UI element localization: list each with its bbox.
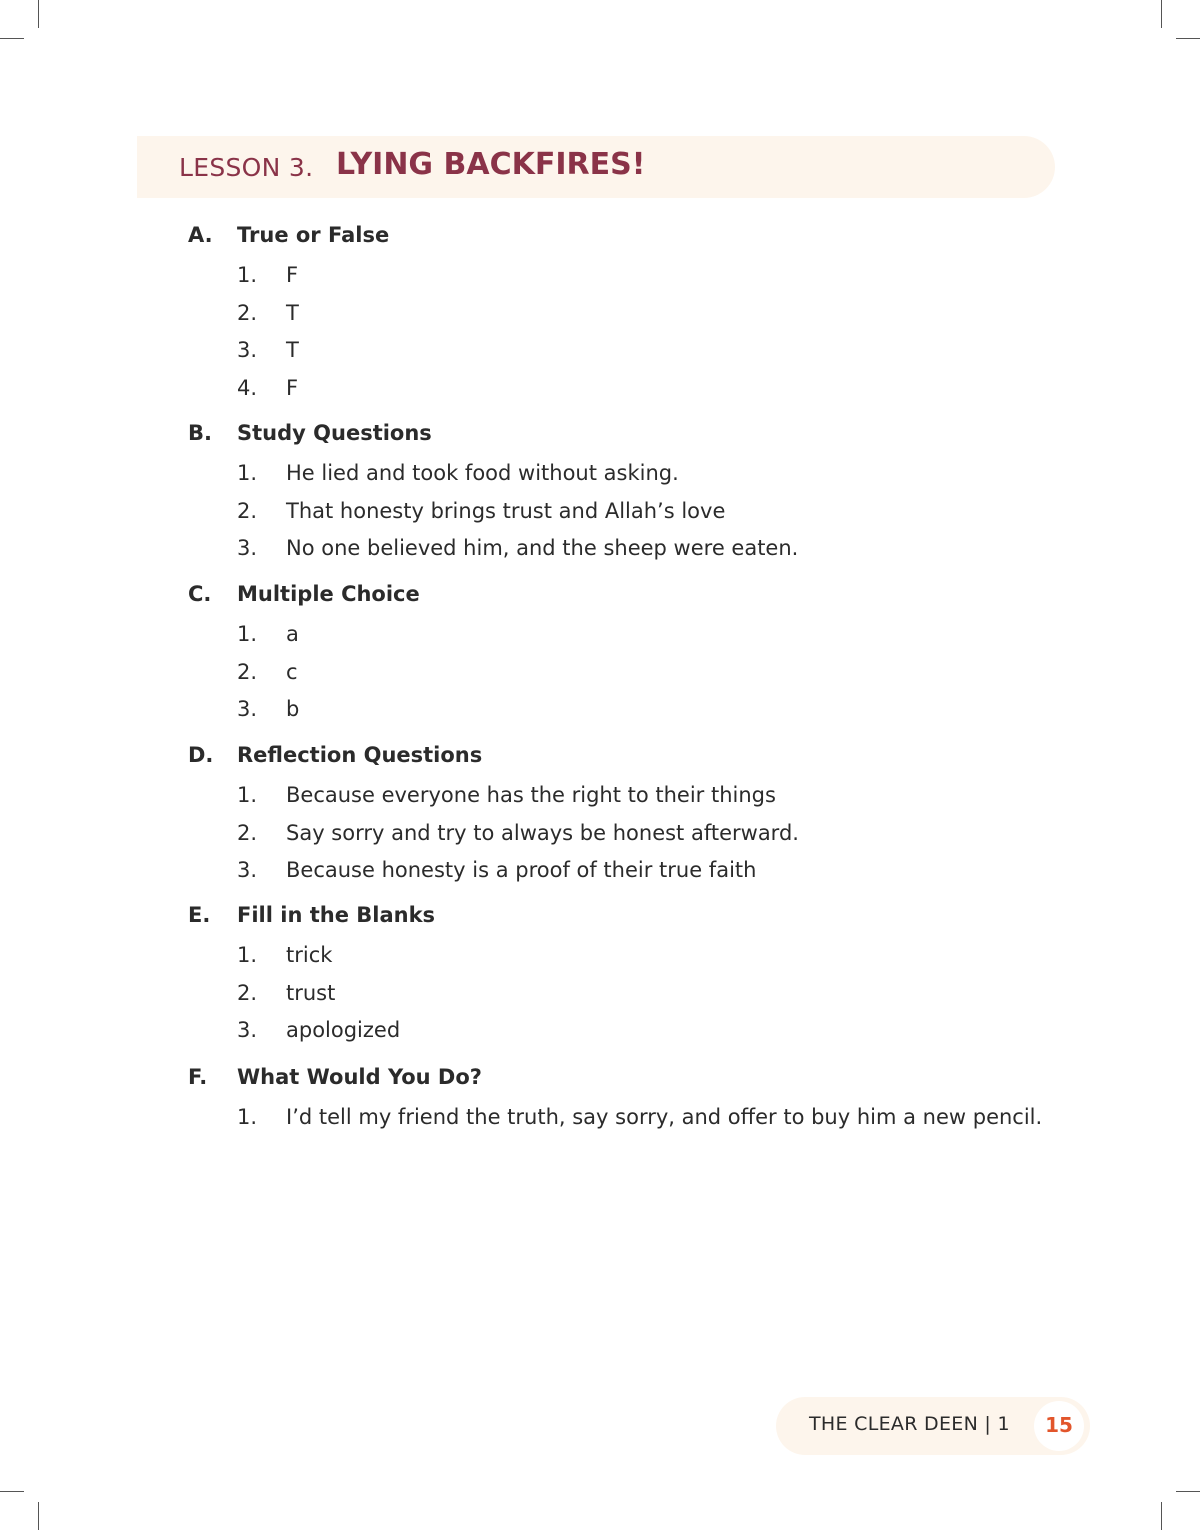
item-answer: a bbox=[286, 622, 299, 646]
item-answer: Say sorry and try to always be honest afterward. bbox=[286, 820, 799, 845]
item-number: 1. bbox=[237, 622, 258, 646]
list-item bbox=[0, 263, 1200, 301]
item-number: 4. bbox=[237, 375, 258, 400]
crop-mark bbox=[1176, 1491, 1200, 1492]
item-answer: Because everyone has the right to their things bbox=[286, 783, 776, 807]
section-title: Multiple Choice bbox=[237, 582, 420, 606]
crop-mark bbox=[38, 1502, 39, 1530]
item-number: 2. bbox=[237, 820, 258, 845]
book-title: THE CLEAR DEEN | 1 bbox=[809, 1413, 1010, 1435]
item-number: 1. bbox=[237, 783, 258, 807]
item-number: 3. bbox=[237, 697, 258, 721]
list-item bbox=[0, 461, 1200, 499]
section-letter: D. bbox=[188, 743, 214, 767]
crop-mark bbox=[1161, 0, 1162, 28]
item-number: 1. bbox=[237, 263, 258, 287]
section-title: What Would You Do? bbox=[237, 1065, 482, 1089]
item-answer: No one believed him, and the sheep were eaten. bbox=[286, 536, 799, 560]
section-letter: A. bbox=[188, 223, 213, 247]
item-answer: He lied and took food without asking. bbox=[286, 461, 679, 485]
item-answer: F bbox=[286, 375, 299, 400]
lesson-title: LYING BACKFIRES! bbox=[336, 147, 646, 182]
item-answer: T bbox=[286, 338, 299, 362]
list-item bbox=[0, 821, 1200, 859]
item-number: 3. bbox=[237, 536, 258, 560]
list-item bbox=[0, 943, 1200, 981]
item-answer: b bbox=[286, 697, 300, 721]
page-footer bbox=[776, 1397, 1090, 1455]
item-number: 2. bbox=[237, 980, 258, 1005]
section-study-questions bbox=[0, 421, 1200, 574]
section-title: Reflection Questions bbox=[237, 743, 483, 767]
section-letter: F. bbox=[188, 1065, 208, 1089]
crop-mark bbox=[0, 38, 24, 39]
lesson-banner bbox=[137, 136, 1055, 198]
item-answer: I’d tell my friend the truth, say sorry, and offer to buy him a new pencil. bbox=[286, 1105, 1043, 1129]
list-item bbox=[0, 783, 1200, 821]
crop-mark bbox=[38, 0, 39, 28]
item-number: 3. bbox=[237, 338, 258, 362]
item-answer: trick bbox=[286, 943, 333, 967]
list-item bbox=[0, 1105, 1200, 1143]
section-fill-in-blanks bbox=[0, 903, 1200, 1056]
list-item bbox=[0, 697, 1200, 735]
item-answer: trust bbox=[286, 980, 336, 1005]
item-answer: Because honesty is a proof of their true faith bbox=[286, 858, 757, 882]
item-number: 1. bbox=[237, 461, 258, 485]
item-answer: apologized bbox=[286, 1018, 401, 1042]
section-title: Fill in the Blanks bbox=[237, 903, 436, 927]
item-number: 1. bbox=[237, 1105, 258, 1129]
item-answer: That honesty brings trust and Allah’s love bbox=[286, 498, 726, 523]
list-item bbox=[0, 622, 1200, 660]
page-number: 15 bbox=[1045, 1413, 1073, 1437]
section-what-would-you-do bbox=[0, 1065, 1200, 1143]
section-letter: E. bbox=[188, 903, 211, 927]
page-number-badge bbox=[1034, 1401, 1084, 1451]
list-item bbox=[0, 981, 1200, 1019]
item-answer: T bbox=[286, 300, 299, 325]
list-item bbox=[0, 301, 1200, 339]
item-number: 3. bbox=[237, 858, 258, 882]
list-item bbox=[0, 536, 1200, 574]
section-title: Study Questions bbox=[237, 421, 432, 445]
item-number: 1. bbox=[237, 943, 258, 967]
item-number: 2. bbox=[237, 659, 258, 684]
section-letter: B. bbox=[188, 421, 212, 445]
crop-mark bbox=[1176, 38, 1200, 39]
item-number: 3. bbox=[237, 1018, 258, 1042]
crop-mark bbox=[1161, 1502, 1162, 1530]
section-letter: C. bbox=[188, 582, 212, 606]
section-true-false bbox=[0, 223, 1200, 413]
item-answer: c bbox=[286, 659, 298, 684]
lesson-number: LESSON 3. bbox=[179, 153, 314, 182]
section-reflection-questions bbox=[0, 743, 1200, 896]
list-item bbox=[0, 858, 1200, 896]
list-item bbox=[0, 660, 1200, 698]
crop-mark bbox=[0, 1491, 24, 1492]
item-number: 2. bbox=[237, 498, 258, 523]
list-item bbox=[0, 338, 1200, 376]
section-title: True or False bbox=[237, 223, 390, 247]
list-item bbox=[0, 1018, 1200, 1056]
list-item bbox=[0, 376, 1200, 414]
section-multiple-choice bbox=[0, 582, 1200, 735]
item-number: 2. bbox=[237, 300, 258, 325]
item-answer: F bbox=[286, 263, 299, 287]
list-item bbox=[0, 499, 1200, 537]
